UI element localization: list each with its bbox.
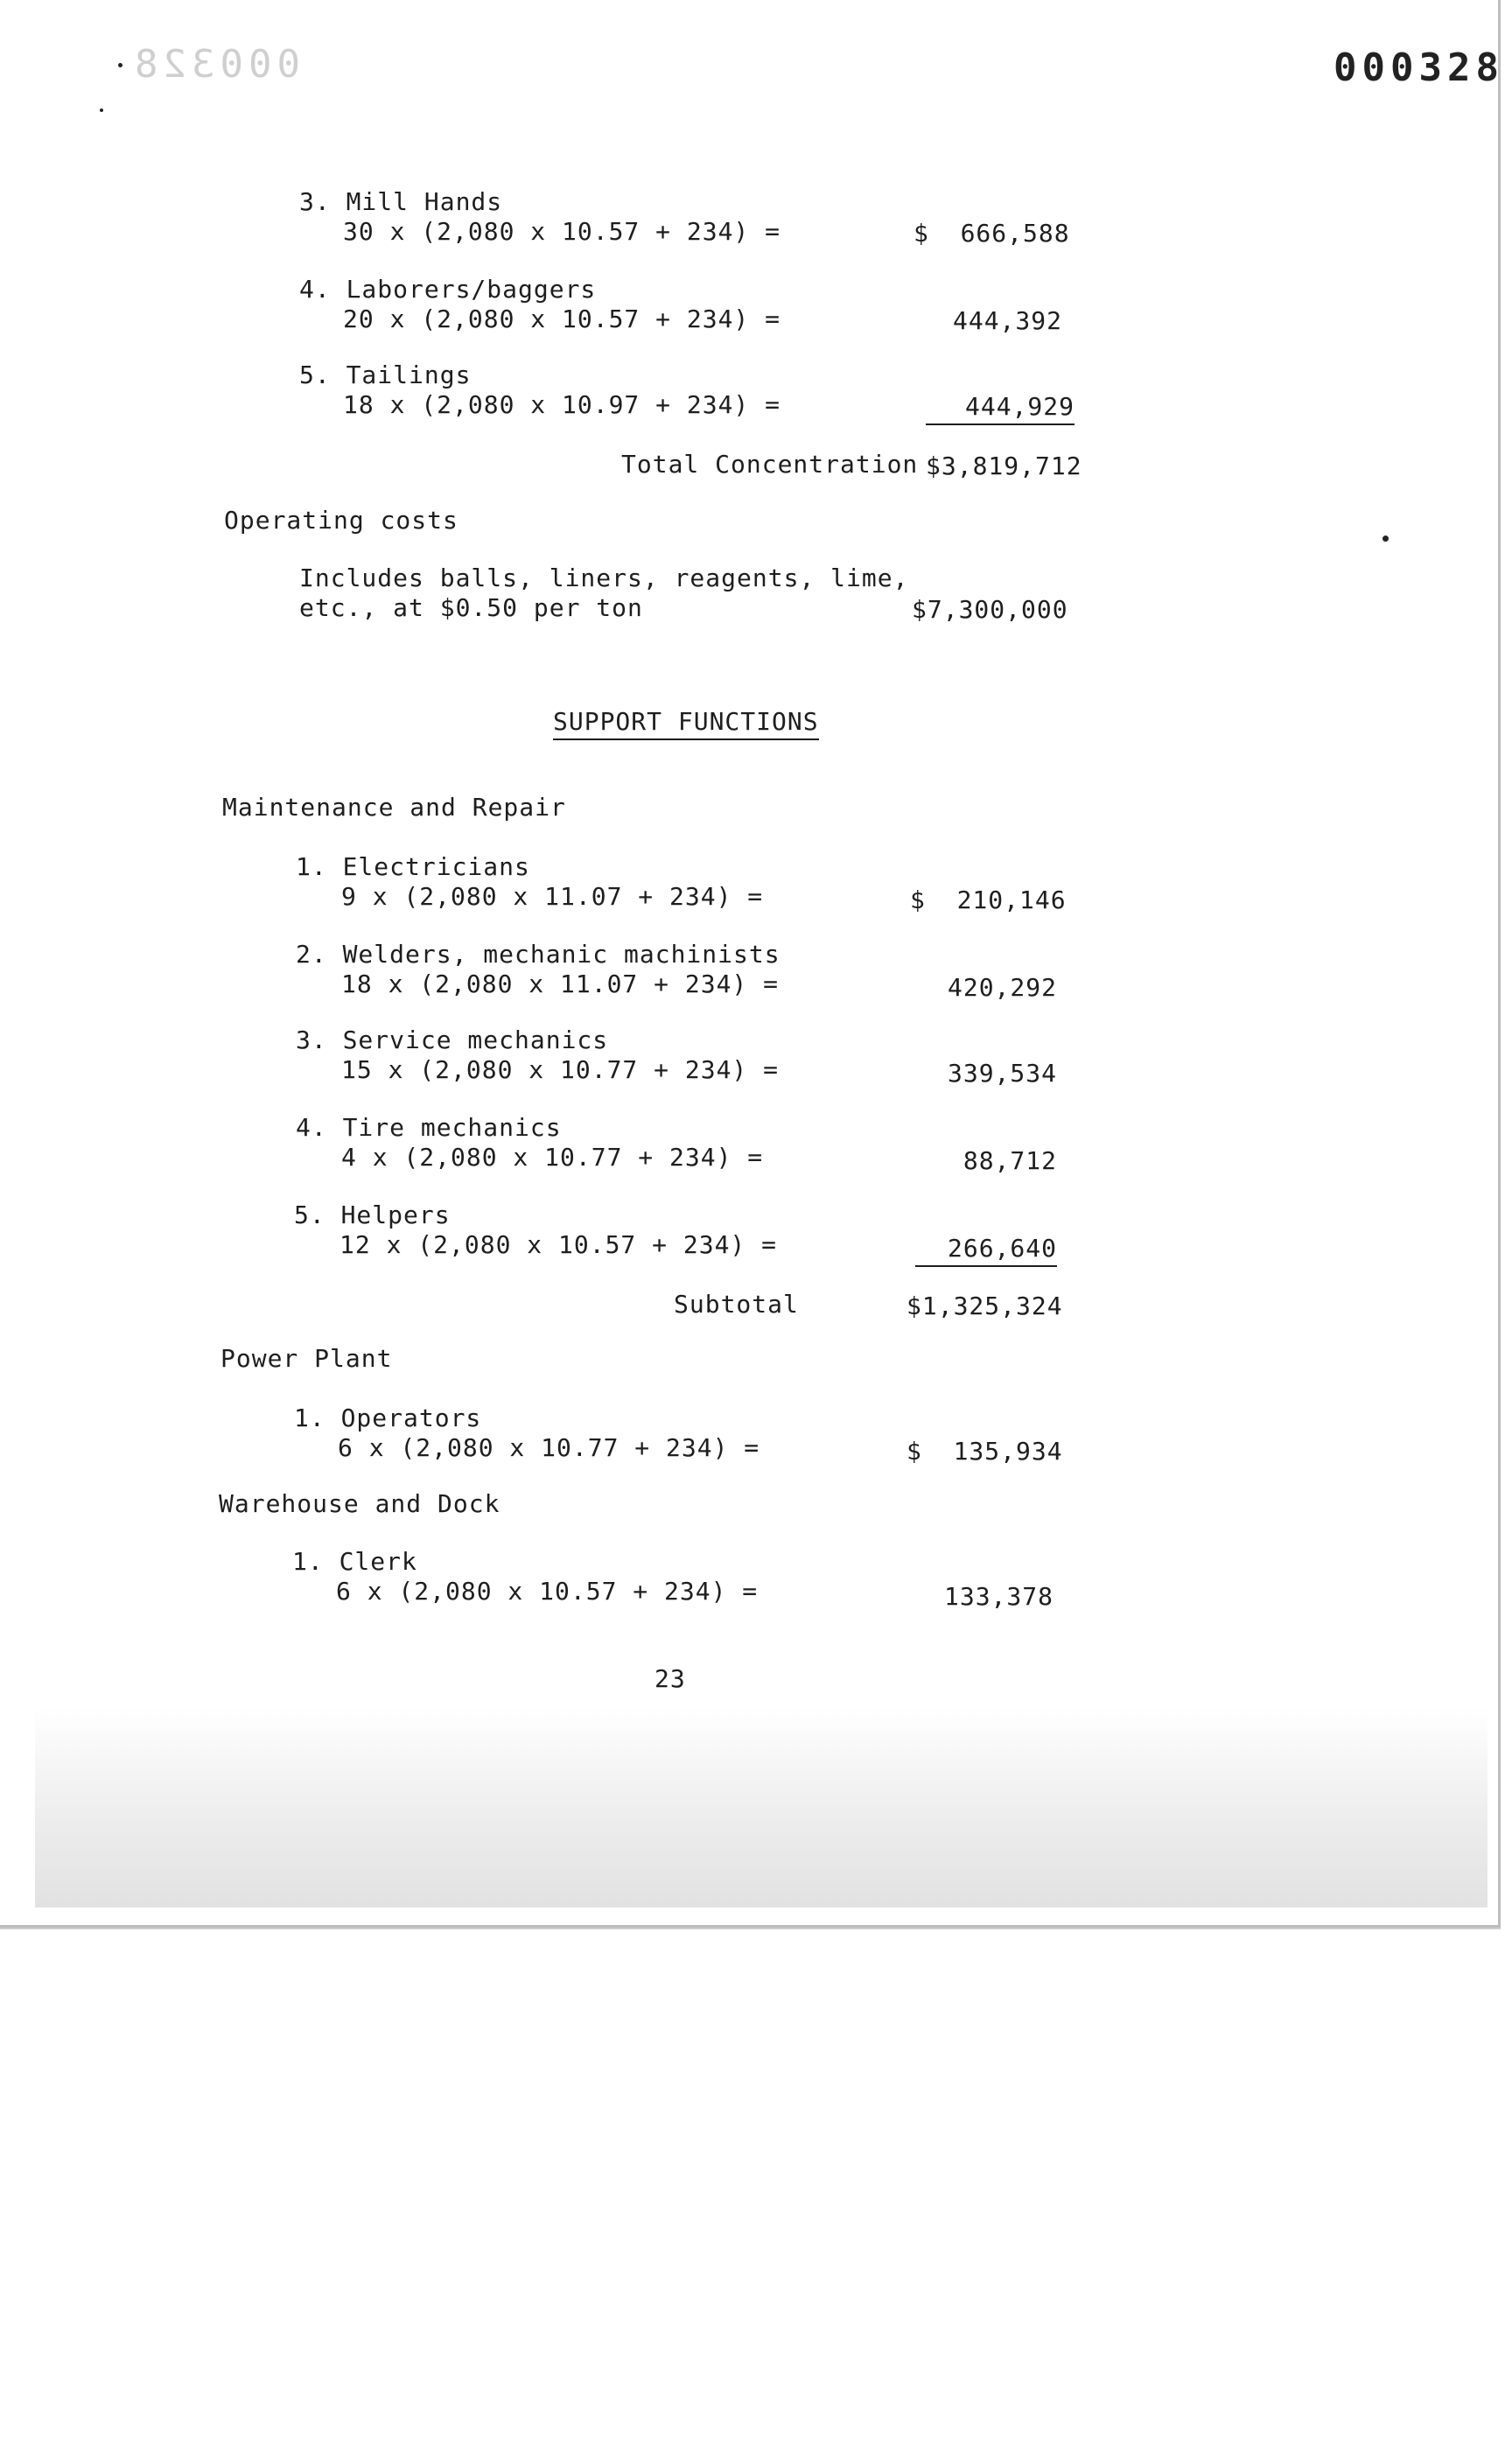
total-concentration-amount: $3,819,712 bbox=[926, 452, 1082, 480]
subtotal-amount: $1,325,324 bbox=[906, 1292, 1063, 1320]
item-formula: 18 x (2,080 x 10.97 + 234) = bbox=[343, 390, 781, 419]
item-title: 5. Helpers bbox=[294, 1200, 451, 1229]
item-formula: 20 x (2,080 x 10.57 + 234) = bbox=[343, 304, 781, 333]
item-amount: $ 210,146 bbox=[910, 886, 1067, 914]
item-title: 1. Operators bbox=[294, 1404, 482, 1432]
power-plant-heading: Power Plant bbox=[220, 1344, 393, 1373]
item-amount: $ 135,934 bbox=[906, 1437, 1063, 1466]
item-formula: 9 x (2,080 x 11.07 + 234) = bbox=[341, 882, 764, 911]
warehouse-heading: Warehouse and Dock bbox=[219, 1489, 500, 1518]
maintenance-heading: Maintenance and Repair bbox=[222, 793, 566, 822]
page-number: 23 bbox=[654, 1664, 686, 1693]
item-amount-underlined: 266,640 bbox=[915, 1234, 1057, 1267]
bates-number-bleedthrough: 000328 bbox=[130, 42, 300, 87]
operating-costs-line: Includes balls, liners, reagents, lime, bbox=[299, 564, 909, 592]
operating-costs-heading: Operating costs bbox=[224, 506, 458, 535]
item-formula: 15 x (2,080 x 10.77 + 234) = bbox=[341, 1055, 780, 1084]
item-title: 1. Clerk bbox=[292, 1547, 417, 1576]
item-amount: 444,392 bbox=[952, 306, 1062, 335]
item-amount: 133,378 bbox=[943, 1582, 1054, 1611]
item-title: 3. Service mechanics bbox=[296, 1026, 609, 1054]
item-formula: 4 x (2,080 x 10.77 + 234) = bbox=[341, 1143, 764, 1172]
scan-speck bbox=[1382, 536, 1389, 542]
item-title: 4. Tire mechanics bbox=[296, 1113, 562, 1142]
item-amount: 88,712 bbox=[962, 1146, 1057, 1175]
item-formula: 12 x (2,080 x 10.57 + 234) = bbox=[340, 1230, 778, 1259]
item-title: 4. Laborers/baggers bbox=[299, 275, 597, 304]
item-title: 3. Mill Hands bbox=[299, 187, 503, 216]
item-formula: 18 x (2,080 x 11.07 + 234) = bbox=[341, 970, 780, 998]
item-title: 1. Electricians bbox=[296, 852, 530, 881]
scan-speck bbox=[100, 108, 103, 112]
section-heading: SUPPORT FUNCTIONS bbox=[553, 707, 819, 740]
item-amount: 339,534 bbox=[947, 1059, 1057, 1088]
scan-speck bbox=[118, 63, 122, 67]
subtotal-label: Subtotal bbox=[674, 1290, 799, 1319]
item-formula: 6 x (2,080 x 10.77 + 234) = bbox=[338, 1433, 760, 1462]
item-amount: 420,292 bbox=[947, 973, 1057, 1002]
item-amount: $ 666,588 bbox=[914, 219, 1070, 248]
item-title: 2. Welders, mechanic machinists bbox=[296, 940, 780, 969]
operating-costs-line: etc., at $0.50 per ton bbox=[299, 593, 643, 622]
item-amount-underlined: 444,929 bbox=[926, 392, 1074, 425]
total-concentration-label: Total Concentration bbox=[621, 450, 919, 479]
item-formula: 6 x (2,080 x 10.57 + 234) = bbox=[336, 1577, 759, 1606]
bates-number: 000328 bbox=[1334, 46, 1504, 90]
item-title: 5. Tailings bbox=[299, 360, 472, 389]
scan-shadow bbox=[35, 1706, 1488, 1908]
operating-costs-amount: $7,300,000 bbox=[912, 595, 1068, 624]
item-formula: 30 x (2,080 x 10.57 + 234) = bbox=[343, 217, 781, 246]
